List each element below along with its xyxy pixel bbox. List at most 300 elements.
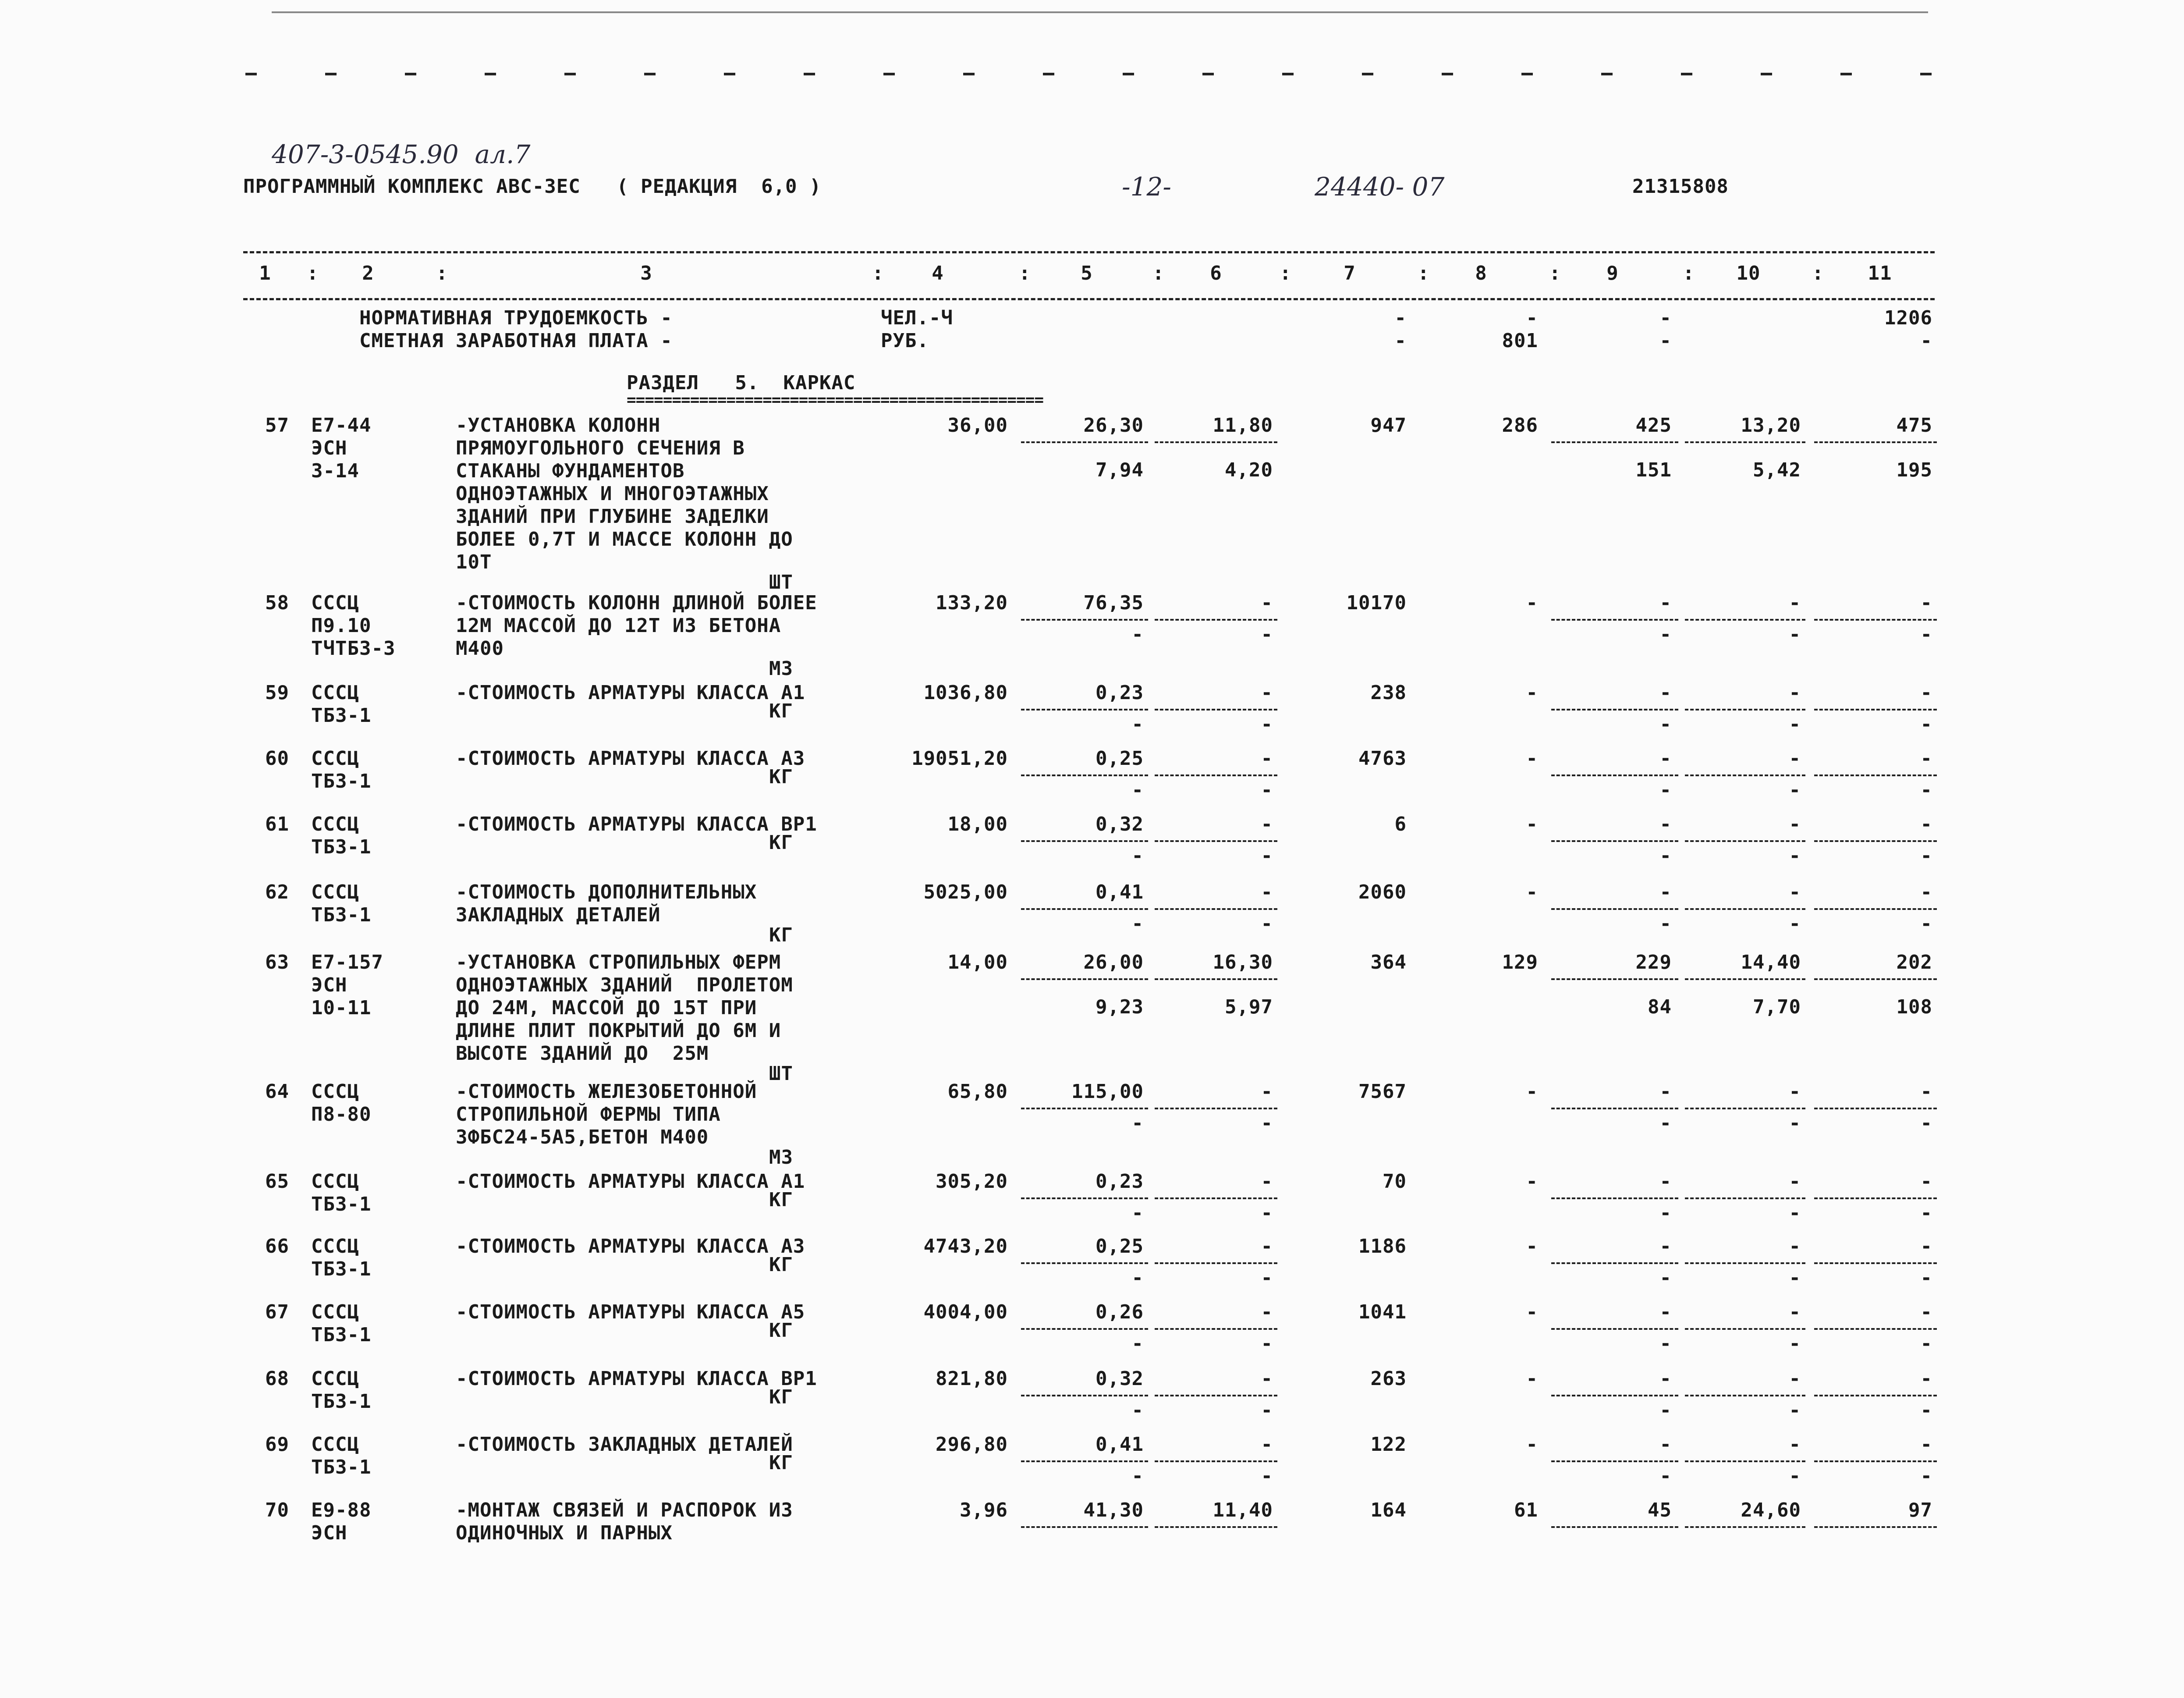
summary-unit: ЧЕЛ.-Ч: [881, 307, 953, 329]
cell-c6: -: [1261, 1170, 1273, 1193]
cell-c5b: -: [1131, 1465, 1144, 1487]
cell-divider: [1814, 709, 1937, 710]
column-header-4: 4: [932, 262, 944, 284]
cell-divider: [1155, 1460, 1277, 1462]
cell-divider: [1021, 1262, 1148, 1264]
cell-c9b: -: [1659, 1399, 1672, 1421]
row-code: П8-80: [311, 1103, 372, 1126]
cell-c10b: 7,70: [1753, 996, 1801, 1018]
cell-divider: [1685, 774, 1805, 776]
row-code: СССЦ: [311, 1368, 359, 1390]
column-separator: :: [1683, 262, 1695, 284]
row-description: СТРОПИЛЬНОЙ ФЕРМЫ ТИПА: [456, 1103, 721, 1126]
row-description: ДО 24М, МАССОЙ ДО 15Т ПРИ: [456, 997, 757, 1019]
cell-c6b: -: [1261, 913, 1273, 935]
column-separator: :: [1418, 262, 1430, 284]
cell-c6: -: [1261, 881, 1273, 903]
cell-divider: [1814, 441, 1937, 443]
cell-c7: 947: [1370, 414, 1407, 437]
cell-c7: 70: [1383, 1170, 1407, 1193]
cell-c8: -: [1526, 592, 1538, 614]
row-description: -МОНТАЖ СВЯЗЕЙ И РАСПОРОК ИЗ: [456, 1499, 793, 1521]
cell-divider: [1155, 1328, 1277, 1330]
row-number: 69: [265, 1433, 289, 1456]
cell-c8: -: [1526, 1433, 1538, 1456]
program-line: ПРОГРАММНЫЙ КОМПЛЕКС АВС-3ЕС ( РЕДАКЦИЯ 6,0 ): [243, 175, 822, 198]
row-description: ЗДАНИЙ ПРИ ГЛУБИНЕ ЗАДЕЛКИ: [456, 505, 769, 528]
cell-c6b: -: [1261, 713, 1273, 735]
cell-divider: [1021, 840, 1148, 842]
cell-c9b: -: [1659, 1112, 1672, 1134]
cell-c10: 24,60: [1741, 1499, 1801, 1521]
row-code: СССЦ: [311, 1433, 359, 1456]
row-code: СССЦ: [311, 1235, 359, 1258]
cell-c5: 0,23: [1096, 682, 1144, 704]
cell-c10b: -: [1789, 1399, 1801, 1421]
cell-divider: [1021, 619, 1148, 621]
cell-c6: -: [1261, 1368, 1273, 1390]
cell-c10b: -: [1789, 1202, 1801, 1224]
cell-divider: [1021, 978, 1148, 980]
row-description: -СТОИМОСТЬ АРМАТУРЫ КЛАССА А3: [456, 747, 805, 770]
column-separator: :: [1019, 262, 1031, 284]
cell-c8: -: [1526, 813, 1538, 835]
row-description: М400: [456, 637, 504, 660]
row-unit: ШТ: [769, 571, 793, 593]
column-separator: :: [872, 262, 884, 284]
cell-c8: -: [1526, 682, 1538, 704]
column-header-1: 1: [259, 262, 271, 284]
cell-divider: [1551, 840, 1678, 842]
cell-c6b: -: [1261, 845, 1273, 867]
cell-divider: [1814, 619, 1937, 621]
handwritten-doc-number: 24440- 07: [1315, 172, 1445, 202]
cell-c7: 2060: [1358, 881, 1407, 903]
cell-divider: [1685, 441, 1805, 443]
perforation-mark: [963, 73, 975, 75]
cell-c5: 0,26: [1096, 1301, 1144, 1323]
cell-c10b: -: [1789, 1112, 1801, 1134]
row-code: ЭСН: [311, 1522, 347, 1544]
cell-divider: [1685, 1395, 1805, 1396]
cell-c6: 11,80: [1213, 414, 1273, 437]
cell-c10: -: [1789, 881, 1801, 903]
cell-c11: -: [1920, 1301, 1932, 1323]
row-description: -СТОИМОСТЬ ЗАКЛАДНЫХ ДЕТАЛЕЙ: [456, 1433, 793, 1456]
row-number: 61: [265, 813, 289, 835]
header-bottom-rule: [243, 298, 1935, 300]
cell-c11: -: [1920, 682, 1932, 704]
column-header-11: 11: [1868, 262, 1892, 284]
cell-c7: 6: [1394, 813, 1407, 835]
cell-c5b: -: [1131, 779, 1144, 801]
cell-c11: -: [1920, 1080, 1932, 1103]
perforation-mark: [1840, 73, 1852, 75]
cell-c4: 1036,80: [923, 682, 1008, 704]
cell-c9: 229: [1635, 951, 1672, 973]
cell-divider: [1551, 709, 1678, 710]
cell-c10b: -: [1789, 913, 1801, 935]
cell-c11: -: [1920, 1433, 1932, 1456]
section-underline: ==============================================: [627, 391, 1043, 409]
row-code: ТБ3-1: [311, 836, 372, 858]
cell-c8: 129: [1502, 951, 1538, 973]
cell-c6: -: [1261, 1080, 1273, 1103]
row-unit: КГ: [769, 831, 793, 854]
row-unit: М3: [769, 657, 793, 680]
row-code: ТБ3-1: [311, 904, 372, 926]
cell-c10: -: [1789, 1301, 1801, 1323]
row-number: 66: [265, 1235, 289, 1258]
row-code: 3-14: [311, 460, 359, 482]
column-separator: :: [1549, 262, 1561, 284]
cell-c6: -: [1261, 592, 1273, 614]
cell-divider: [1551, 774, 1678, 776]
cell-c9: -: [1659, 682, 1672, 704]
cell-divider: [1155, 840, 1277, 842]
cell-c7: 7567: [1358, 1080, 1407, 1103]
cell-divider: [1814, 1262, 1937, 1264]
cell-c10: 14,40: [1741, 951, 1801, 973]
row-code: ТБ3-1: [311, 1193, 372, 1215]
cell-divider: [1814, 774, 1937, 776]
cell-c9: -: [1659, 592, 1672, 614]
perforation-mark: [883, 73, 895, 75]
cell-c11: -: [1920, 881, 1932, 903]
perforation-mark: [724, 73, 735, 75]
summary-c7: -: [1394, 330, 1407, 352]
row-unit: М3: [769, 1146, 793, 1169]
cell-c11b: -: [1920, 1465, 1932, 1487]
column-header-2: 2: [362, 262, 374, 284]
column-header-5: 5: [1081, 262, 1093, 284]
row-description: ПРЯМОУГОЛЬНОГО СЕЧЕНИЯ В: [456, 437, 745, 459]
row-description: -СТОИМОСТЬ ЖЕЛЕЗОБЕТОННОЙ: [456, 1080, 757, 1103]
cell-divider: [1021, 1328, 1148, 1330]
column-header-9: 9: [1606, 262, 1619, 284]
cell-c10b: -: [1789, 623, 1801, 646]
summary-c11: -: [1920, 330, 1932, 352]
cell-c10b: -: [1789, 713, 1801, 735]
column-separator: :: [1152, 262, 1165, 284]
column-separator: :: [1812, 262, 1824, 284]
cell-c5b: 7,94: [1096, 459, 1144, 481]
cell-divider: [1685, 1526, 1805, 1528]
cell-divider: [1685, 1197, 1805, 1199]
perforation-mark: [1362, 73, 1373, 75]
page-number: -12-: [1122, 172, 1171, 202]
cell-divider: [1155, 441, 1277, 443]
cell-c5b: -: [1131, 623, 1144, 646]
sheet-top-edge: [272, 11, 1928, 13]
perforation-mark: [485, 73, 496, 75]
row-code: СССЦ: [311, 813, 359, 835]
row-code: ЭСН: [311, 974, 347, 996]
row-number: 65: [265, 1170, 289, 1193]
cell-divider: [1021, 709, 1148, 710]
row-code: ТЧТБ3-3: [311, 637, 396, 660]
row-description: -СТОИМОСТЬ АРМАТУРЫ КЛАССА А1: [456, 682, 805, 704]
cell-c9: -: [1659, 1170, 1672, 1193]
row-unit: ШТ: [769, 1062, 793, 1085]
perforation-mark: [1521, 73, 1533, 75]
perforation-mark: [245, 73, 257, 75]
cell-c6: -: [1261, 813, 1273, 835]
cell-c5b: -: [1131, 1332, 1144, 1355]
cell-c11b: -: [1920, 1112, 1932, 1134]
row-description: ОДНОЭТАЖНЫХ И МНОГОЭТАЖНЫХ: [456, 483, 769, 505]
cell-c6: 11,40: [1213, 1499, 1273, 1521]
perforation-mark: [325, 73, 337, 75]
column-separator: :: [436, 262, 448, 284]
cell-c10b: -: [1789, 845, 1801, 867]
cell-c6b: -: [1261, 1399, 1273, 1421]
row-number: 57: [265, 414, 289, 437]
cell-c10b: -: [1789, 779, 1801, 801]
cell-c9: -: [1659, 1235, 1672, 1258]
cell-c7: 10170: [1346, 592, 1407, 614]
cell-c9b: -: [1659, 1202, 1672, 1224]
cell-c5: 26,00: [1083, 951, 1144, 973]
row-number: 68: [265, 1368, 289, 1390]
cell-c5: 0,41: [1096, 881, 1144, 903]
row-number: 67: [265, 1301, 289, 1323]
perforation-mark: [405, 73, 416, 75]
cell-divider: [1551, 1108, 1678, 1109]
cell-divider: [1814, 978, 1937, 980]
cell-c5b: -: [1131, 845, 1144, 867]
row-description: -СТОИМОСТЬ АРМАТУРЫ КЛАССА А5: [456, 1301, 805, 1323]
cell-divider: [1551, 441, 1678, 443]
cell-divider: [1551, 1262, 1678, 1264]
cell-c6: -: [1261, 1301, 1273, 1323]
row-description: ОДНОЭТАЖНЫХ ЗДАНИЙ ПРОЛЕТОМ: [456, 974, 793, 996]
cell-c7: 122: [1370, 1433, 1407, 1456]
cell-c5: 41,30: [1083, 1499, 1144, 1521]
cell-c10b: -: [1789, 1332, 1801, 1355]
cell-c9: -: [1659, 1301, 1672, 1323]
row-unit: КГ: [769, 1386, 793, 1408]
cell-c9b: -: [1659, 845, 1672, 867]
cell-c10: 13,20: [1741, 414, 1801, 437]
row-code: ТБ3-1: [311, 1258, 372, 1280]
cell-c9: 45: [1648, 1499, 1672, 1521]
cell-c7: 164: [1370, 1499, 1407, 1521]
section-title: РАЗДЕЛ 5. КАРКАС: [627, 372, 856, 394]
summary-c8: -: [1526, 307, 1538, 329]
cell-c6b: 4,20: [1225, 459, 1273, 481]
cell-c8: -: [1526, 1080, 1538, 1103]
row-description: 3ФБС24-5А5,БЕТОН М400: [456, 1126, 709, 1148]
row-description: ВЫСОТЕ ЗДАНИЙ ДО 25М: [456, 1042, 709, 1065]
row-code: ТБ3-1: [311, 1324, 372, 1346]
cell-divider: [1155, 619, 1277, 621]
cell-c11b: -: [1920, 1267, 1932, 1289]
cell-c10b: -: [1789, 1465, 1801, 1487]
cell-c5: 0,23: [1096, 1170, 1144, 1193]
perforation-mark: [1681, 73, 1692, 75]
row-code: ТБ3-1: [311, 770, 372, 792]
cell-c11: 202: [1896, 951, 1932, 973]
cell-c7: 364: [1370, 951, 1407, 973]
cell-divider: [1155, 1108, 1277, 1109]
perforation-mark: [644, 73, 656, 75]
row-code: СССЦ: [311, 1301, 359, 1323]
cell-c10: -: [1789, 1433, 1801, 1456]
row-description: -УСТАНОВКА СТРОПИЛЬНЫХ ФЕРМ: [456, 951, 781, 973]
row-description: БОЛЕЕ 0,7Т И МАССЕ КОЛОНН ДО: [456, 528, 793, 551]
cell-divider: [1155, 709, 1277, 710]
summary-label: НОРМАТИВНАЯ ТРУДОЕМКОСТЬ -: [359, 307, 673, 329]
cell-c11: -: [1920, 1170, 1932, 1193]
perforation-mark: [1761, 73, 1772, 75]
cell-c5b: -: [1131, 713, 1144, 735]
cell-c9: -: [1659, 881, 1672, 903]
perforation-mark: [1920, 73, 1932, 75]
cell-c4: 5025,00: [923, 881, 1008, 903]
cell-c10: -: [1789, 1170, 1801, 1193]
cell-divider: [1551, 1460, 1678, 1462]
cell-c7: 4763: [1358, 747, 1407, 770]
cell-c6b: -: [1261, 1267, 1273, 1289]
summary-c7: -: [1394, 307, 1407, 329]
cell-divider: [1021, 1526, 1148, 1528]
row-number: 62: [265, 881, 289, 903]
row-code: СССЦ: [311, 592, 359, 614]
cell-c9b: -: [1659, 623, 1672, 646]
cell-c6b: -: [1261, 1332, 1273, 1355]
cell-divider: [1685, 1108, 1805, 1109]
cell-divider: [1814, 1395, 1937, 1396]
cell-divider: [1021, 1197, 1148, 1199]
cell-divider: [1685, 619, 1805, 621]
cell-divider: [1551, 978, 1678, 980]
cell-divider: [1551, 1526, 1678, 1528]
perforation-mark: [1202, 73, 1214, 75]
cell-c9b: -: [1659, 1465, 1672, 1487]
cell-c10: -: [1789, 1235, 1801, 1258]
cell-c11b: -: [1920, 623, 1932, 646]
row-unit: КГ: [769, 1452, 793, 1474]
cell-c11: 475: [1896, 414, 1932, 437]
cell-divider: [1814, 1108, 1937, 1109]
column-header-8: 8: [1475, 262, 1487, 284]
cell-divider: [1685, 1328, 1805, 1330]
row-unit: КГ: [769, 700, 793, 722]
row-unit: КГ: [769, 766, 793, 788]
cell-c6b: -: [1261, 779, 1273, 801]
row-unit: КГ: [769, 924, 793, 946]
row-code: СССЦ: [311, 682, 359, 704]
row-number: 58: [265, 592, 289, 614]
cell-c5: 0,32: [1096, 1368, 1144, 1390]
row-description: ЗАКЛАДНЫХ ДЕТАЛЕЙ: [456, 904, 661, 926]
column-header-3: 3: [640, 262, 652, 284]
cell-divider: [1021, 908, 1148, 910]
cell-c4: 3,96: [960, 1499, 1008, 1521]
cell-c5: 26,30: [1083, 414, 1144, 437]
summary-unit: РУБ.: [881, 330, 929, 352]
doc-number: 21315808: [1632, 175, 1729, 198]
cell-divider: [1155, 1526, 1277, 1528]
cell-divider: [1685, 840, 1805, 842]
cell-divider: [1021, 1395, 1148, 1396]
cell-c4: 4743,20: [923, 1235, 1008, 1258]
cell-divider: [1685, 978, 1805, 980]
cell-c11b: 108: [1896, 996, 1932, 1018]
cell-c10: -: [1789, 1080, 1801, 1103]
cell-c6b: -: [1261, 1112, 1273, 1134]
perforation-mark: [1442, 73, 1453, 75]
cell-c7: 1186: [1358, 1235, 1407, 1258]
cell-c11: -: [1920, 1235, 1932, 1258]
cell-c9b: -: [1659, 713, 1672, 735]
row-unit: КГ: [769, 1254, 793, 1276]
row-description: -СТОИМОСТЬ КОЛОНН ДЛИНОЙ БОЛЕЕ: [456, 592, 817, 614]
cell-c5: 0,25: [1096, 747, 1144, 770]
cell-c4: 133,20: [936, 592, 1008, 614]
row-description: ДЛИНЕ ПЛИТ ПОКРЫТИЙ ДО 6М И: [456, 1020, 781, 1042]
cell-divider: [1685, 908, 1805, 910]
row-code: СССЦ: [311, 747, 359, 770]
row-unit: КГ: [769, 1189, 793, 1211]
cell-divider: [1685, 1460, 1805, 1462]
row-number: 63: [265, 951, 289, 973]
cell-c10b: -: [1789, 1267, 1801, 1289]
cell-divider: [1551, 619, 1678, 621]
cell-c11: -: [1920, 813, 1932, 835]
summary-c9: -: [1659, 307, 1672, 329]
cell-divider: [1155, 1395, 1277, 1396]
cell-divider: [1814, 1460, 1937, 1462]
cell-c9: -: [1659, 747, 1672, 770]
row-code: Е7-157: [311, 951, 383, 973]
cell-c4: 4004,00: [923, 1301, 1008, 1323]
row-description: -СТОИМОСТЬ ДОПОЛНИТЕЛЬНЫХ: [456, 881, 757, 903]
cell-c11b: 195: [1896, 459, 1932, 481]
cell-c6: -: [1261, 682, 1273, 704]
cell-divider: [1551, 1197, 1678, 1199]
cell-divider: [1021, 441, 1148, 443]
cell-c5b: -: [1131, 1112, 1144, 1134]
cell-divider: [1155, 1262, 1277, 1264]
summary-c11: 1206: [1884, 307, 1932, 329]
cell-c9: -: [1659, 1433, 1672, 1456]
row-number: 59: [265, 682, 289, 704]
cell-c11: -: [1920, 592, 1932, 614]
cell-c11: -: [1920, 1368, 1932, 1390]
column-header-10: 10: [1736, 262, 1761, 284]
cell-c10: -: [1789, 592, 1801, 614]
row-description: СТАКАНЫ ФУНДАМЕНТОВ: [456, 460, 685, 482]
column-header-6: 6: [1210, 262, 1222, 284]
header-top-rule: [243, 251, 1935, 253]
cell-divider: [1814, 1197, 1937, 1199]
row-description: 10Т: [456, 551, 492, 573]
cell-divider: [1551, 1395, 1678, 1396]
cell-c6b: -: [1261, 623, 1273, 646]
cell-c5b: -: [1131, 1399, 1144, 1421]
row-code: 10-11: [311, 997, 372, 1019]
row-code: Е7-44: [311, 414, 372, 437]
cell-divider: [1021, 1460, 1148, 1462]
row-code: ЭСН: [311, 437, 347, 459]
cell-c5: 0,25: [1096, 1235, 1144, 1258]
cell-c5: 0,32: [1096, 813, 1144, 835]
row-code: ТБ3-1: [311, 704, 372, 727]
cell-divider: [1155, 1197, 1277, 1199]
cell-c9: -: [1659, 813, 1672, 835]
